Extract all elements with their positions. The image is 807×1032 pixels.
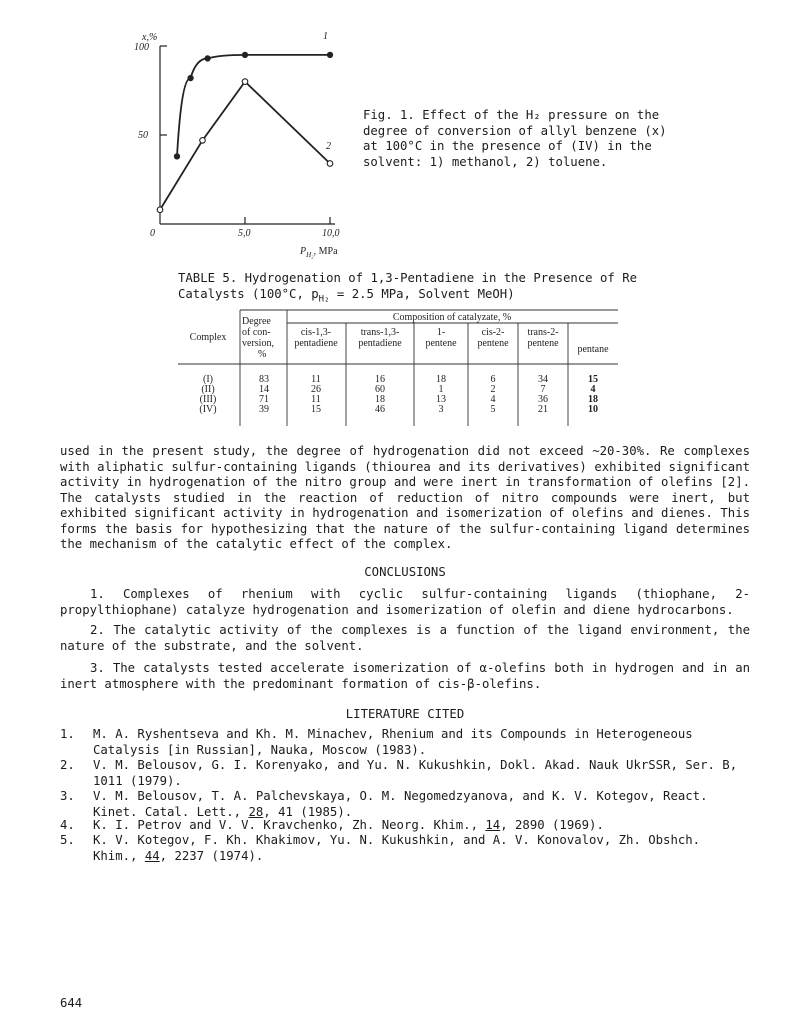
curve-label-1: 1: [323, 31, 328, 42]
table-caption-line-1: TABLE 5. Hydrogenation of 1,3-Pentadiene in the Presence of Re: [178, 271, 638, 285]
table-cell: 36: [538, 394, 548, 405]
series-1-point: [242, 52, 247, 57]
reference-volume: 28: [248, 804, 264, 819]
curve-label-2: 2: [326, 141, 331, 152]
table-cell: 5: [490, 404, 496, 415]
table-cell: 34: [538, 374, 548, 385]
table-cell: 14: [259, 384, 269, 395]
table-column-header: trans-1,3-: [360, 327, 400, 338]
body-paragraph: used in the present study, the degree of hydrogenation did not exceed ~20-30%. Re complexes with aliphatic sulfur-containing ligands (thiourea and its derivatives) exhibited significant activity in hydrogenation of the nitro group and were inert in transformation of olefins [2]. The catalysts studied in the reaction of reduction of nitro compounds were inert, but exhibited significant activity in hydrogenation and isomerization of olefins and dienes. This forms the basis for hypothesizing that the nature of the sulfur-containing ligand determines the mechanism of the catalytic effect of the complex.: [60, 444, 750, 551]
table-cell: 10: [588, 404, 598, 415]
table-row: [199, 404, 598, 415]
table-header-complex: Complex: [189, 332, 227, 343]
table-body: [199, 374, 598, 415]
reference-text-a: M. A. Ryshentseva and Kh. M. Minachev, Rhenium and its Compounds in Heterogeneous Catalysis [in Russian], Nauka, Moscow (1983).: [93, 727, 693, 757]
reference-number: 2.: [60, 758, 75, 772]
table-5: [178, 308, 638, 430]
table-column-header: cis-1,3-: [300, 327, 332, 338]
series-1-point: [174, 154, 179, 159]
reference-text-a: K. I. Petrov and V. V. Kravchenko, Zh. Neorg. Khim.,: [93, 818, 486, 832]
table-cell: 18: [588, 394, 598, 405]
table-cell: (IV): [199, 404, 217, 415]
table-column-header: cis-2-: [481, 327, 505, 338]
table-group-header: Composition of catalyzate, %: [392, 312, 512, 323]
reference-text-b: , 2890 (1969).: [500, 818, 604, 832]
reference-volume: 44: [144, 848, 160, 863]
table-header-degree-line-4: %: [258, 349, 267, 360]
series-1-point: [205, 56, 210, 61]
chart-series: [157, 52, 333, 212]
table-header-degree-line-1: Degree: [242, 316, 271, 327]
y-tick-label-50: 50: [138, 130, 148, 141]
x-origin-label: 0: [150, 228, 155, 239]
conclusion-item-3: 3. The catalysts tested accelerate isomerization of α-olefins both in hydrogen and in an inert atmosphere with the predominant formation of cis-β-olefins.: [60, 661, 750, 691]
table-cell: 18: [375, 394, 385, 405]
reference-text: [93, 758, 748, 789]
table-cell: 46: [375, 404, 385, 415]
table-header-degree-line-3: version,: [242, 338, 274, 349]
reference-volume: 14: [485, 818, 501, 832]
table-caption-line-2: [178, 287, 658, 308]
table-cell: 3: [438, 404, 444, 415]
table-cell: (I): [203, 374, 213, 385]
table-caption-line-2-a: Catalysts (100°C, p: [178, 286, 319, 301]
table-caption: [178, 271, 658, 307]
reference-number: 1.: [60, 727, 75, 741]
x-tick-label-10: 10,0: [322, 228, 340, 239]
series-2-point: [242, 79, 248, 85]
reference-text: [93, 789, 748, 820]
figure-1-chart: [130, 28, 360, 260]
table-column-header: pentene: [527, 338, 559, 349]
table-cell: 21: [538, 404, 548, 415]
reference-text-b: , 2237 (1974).: [159, 848, 264, 863]
table-column-header: trans-2-: [527, 327, 559, 338]
reference-text: [93, 727, 748, 758]
conclusions-heading: CONCLUSIONS: [364, 565, 446, 579]
table-cell: 13: [436, 394, 446, 405]
x-axis-label: [299, 246, 338, 259]
page-number: 644: [60, 996, 83, 1010]
table-column-header: 1-: [436, 327, 446, 338]
table-cell: 18: [436, 374, 446, 385]
table-cell: 2: [490, 384, 496, 395]
series-2-line: [160, 82, 330, 210]
figure-caption: Fig. 1. Effect of the H₂ pressure on the degree of conversion of allyl benzene (x) at 100°C in the presence of (IV) in the solvent: 1) methanol, 2) toluene.: [363, 108, 667, 169]
x-axis-label-sub: H₂: [306, 251, 314, 259]
table-cell: 11: [311, 374, 321, 385]
table-caption-line-2-b: = 2.5 MPa, Solvent MeOH): [329, 286, 515, 301]
table-cell: 26: [311, 384, 321, 395]
y-axis-label: x,%: [142, 32, 158, 43]
chart-axes: [160, 46, 335, 224]
literature-heading: LITERATURE CITED: [345, 707, 465, 721]
reference-text-a: V. M. Belousov, T. A. Palchevskaya, O. M. Negomedzyanova, and K. V. Kotegov, React. Kinet. Catal. Lett.,: [93, 789, 708, 819]
y-tick-label-100: 100: [134, 42, 149, 53]
table-column-header: pentadiene: [358, 338, 402, 349]
series-2-point: [327, 161, 333, 167]
conclusion-item-1: 1. Complexes of rhenium with cyclic sulfur-containing ligands (thiophane, 2-propylthiophane) catalyze hydrogenation and isomerization of olefin and diene hydrocarbons.: [60, 587, 750, 617]
table-cell: 15: [588, 374, 598, 385]
reference-number: 3.: [60, 789, 75, 803]
table-cell: (III): [199, 394, 217, 405]
table-header-degree-line-2: of con-: [242, 327, 271, 338]
reference-number: 5.: [60, 833, 75, 847]
table-cell: 39: [259, 404, 269, 415]
table-column-header: pentadiene: [294, 338, 338, 349]
table-cell: 83: [259, 374, 269, 385]
table-cell: 4: [590, 384, 596, 395]
table-cell: 71: [259, 394, 269, 405]
table-column-headers: [294, 327, 609, 355]
table-cell: 6: [490, 374, 496, 385]
series-1-point: [327, 52, 332, 57]
table-cell: 16: [375, 374, 385, 385]
table-cell: 11: [311, 394, 321, 405]
x-tick-label-5: 5,0: [238, 228, 251, 239]
table-cell: 60: [375, 384, 385, 395]
table-column-header: pentene: [425, 338, 457, 349]
table-cell: 4: [490, 394, 496, 405]
reference-text-b: , 41 (1985).: [263, 804, 353, 819]
reference-text-a: V. M. Belousov, G. I. Korenyako, and Yu. N. Kukushkin, Dokl. Akad. Nauk UkrSSR, Ser. B, 1011 (1979).: [93, 758, 738, 788]
table-cell: 15: [311, 404, 321, 415]
reference-number: 4.: [60, 818, 75, 832]
series-2-point: [200, 138, 206, 144]
reference-text: [93, 818, 748, 834]
series-2-point: [157, 207, 163, 213]
reference-text: [93, 833, 748, 864]
table-cell: (II): [201, 384, 215, 395]
table-column-header: pentene: [477, 338, 509, 349]
x-axis-label-unit: , MPa: [313, 246, 338, 257]
table-cell: 1: [438, 384, 444, 395]
table-column-header: pentane: [577, 344, 609, 355]
x-axis-label-symbol: P: [300, 246, 307, 257]
table-caption-line-2-sub: H₂: [318, 293, 330, 304]
series-1-point: [188, 75, 193, 80]
reference-text-a: K. V. Kotegov, F. Kh. Khakimov, Yu. N. Kukushkin, and A. V. Konovalov, Zh. Obshch. Khim.,: [93, 833, 701, 863]
table-header-degree: [242, 316, 274, 360]
conclusion-item-2: 2. The catalytic activity of the complexes is a function of the ligand environment, the nature of the substrate, and the solvent.: [60, 623, 750, 653]
table-cell: 7: [540, 384, 546, 395]
